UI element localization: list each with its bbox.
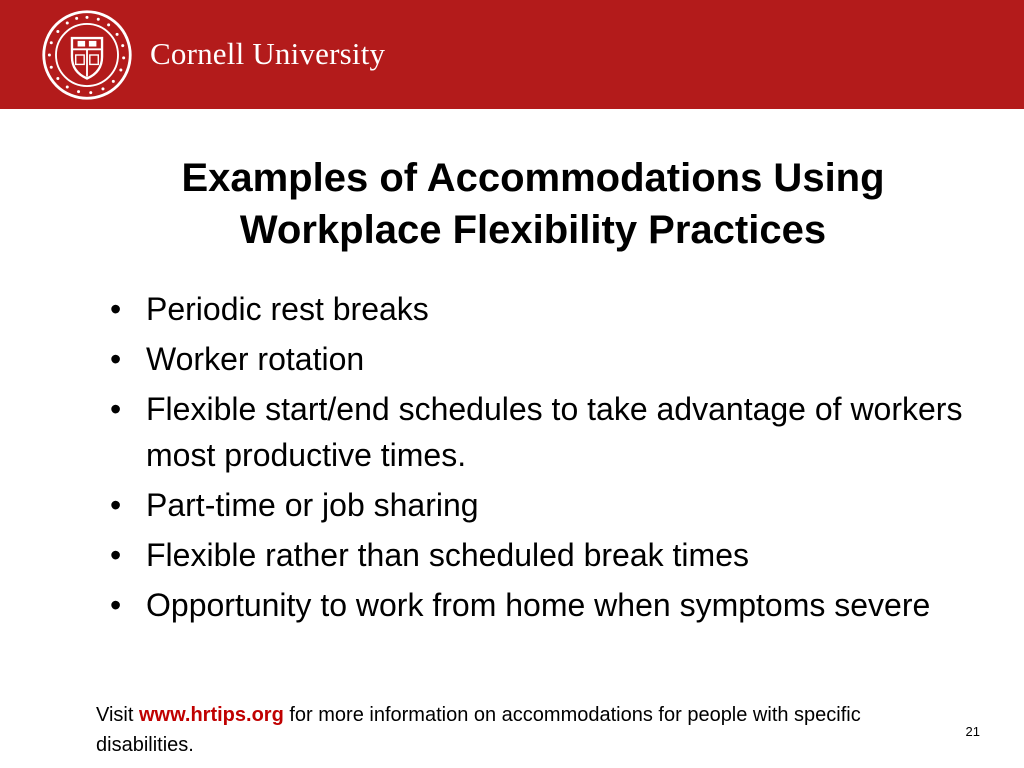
hrtips-link[interactable]: www.hrtips.org [138, 704, 284, 726]
slide-title-line: Workplace Flexibility Practices [239, 208, 827, 252]
page-number: 21 [965, 724, 980, 739]
bullet-item: • Flexible start/end schedules to take advantage of workers most productive times. [108, 386, 988, 478]
footer-suffix: for more information on accommodations for people with specific disabilities. [96, 704, 861, 756]
bullet-item: • Opportunity to work from home when symptoms severe [108, 582, 988, 628]
bullet-item: • Part-time or job sharing [108, 482, 988, 528]
footer-note [96, 700, 916, 760]
bullet-item: • Flexible rather than scheduled break times [108, 532, 988, 578]
footer-prefix: Visit [96, 704, 139, 726]
cornell-seal-icon [40, 8, 134, 102]
header-band [0, 0, 1024, 109]
university-wordmark: Cornell University [150, 36, 386, 71]
bullet-list [108, 286, 988, 632]
bullet-item: • Periodic rest breaks [108, 286, 988, 332]
bullet-item: • Worker rotation [108, 336, 988, 382]
slide-title-line: Examples of Accommodations Using [181, 156, 885, 200]
slide-title [100, 152, 966, 256]
